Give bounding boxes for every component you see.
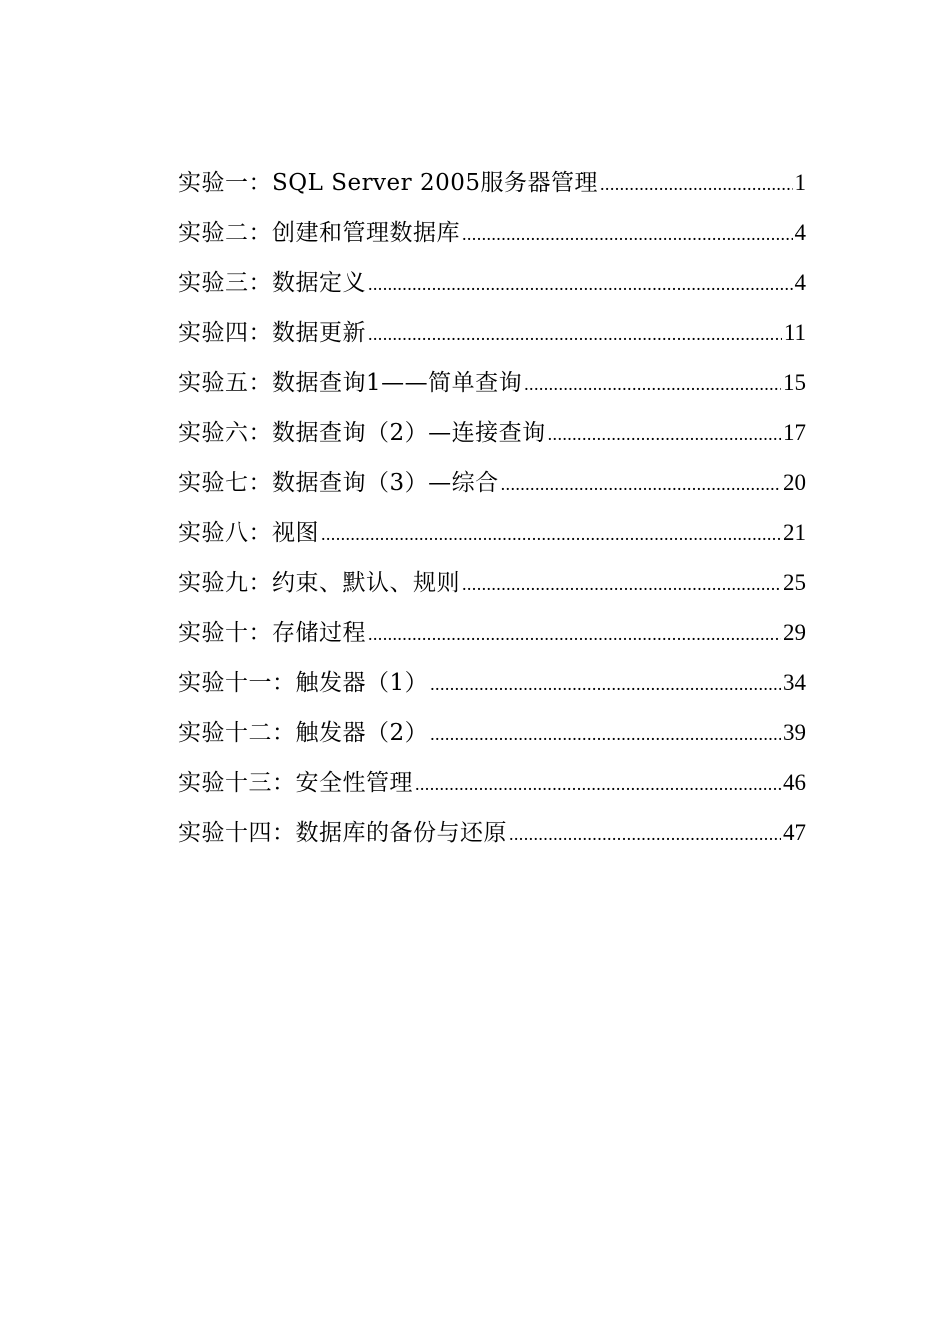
toc-entry-page: 17 <box>783 420 806 445</box>
toc-entry-page: 4 <box>794 220 806 245</box>
toc-dot-leader <box>415 759 781 809</box>
toc-entry-title: 实验六：数据查询（2）—连接查询 <box>178 420 546 446</box>
toc-entry[interactable] <box>178 508 806 558</box>
toc-entry-page: 47 <box>783 820 806 845</box>
toc-entry[interactable] <box>178 758 806 808</box>
toc-entry[interactable] <box>178 608 806 658</box>
toc-dot-leader <box>600 159 792 209</box>
toc-entry-title: 实验五：数据查询1——简单查询 <box>178 370 523 396</box>
toc-entry[interactable] <box>178 408 806 458</box>
toc-entry-title: 实验七：数据查询（3）—综合 <box>178 470 499 496</box>
toc-entry[interactable] <box>178 558 806 608</box>
toc-entry-page: 15 <box>783 370 806 395</box>
toc-entry-page: 34 <box>783 670 806 695</box>
toc-entry-title: 实验十一：触发器（1） <box>178 670 429 696</box>
toc-entry[interactable] <box>178 708 806 758</box>
toc-dot-leader <box>509 809 781 859</box>
toc-entry[interactable] <box>178 158 806 208</box>
toc-entry-title: 实验一：SQL Server 2005服务器管理 <box>178 170 599 196</box>
toc-entry-title: 实验四：数据更新 <box>178 320 366 346</box>
toc-entry-page: 46 <box>783 770 806 795</box>
toc-dot-leader <box>368 609 781 659</box>
toc-entry[interactable] <box>178 658 806 708</box>
toc-entry[interactable] <box>178 308 806 358</box>
toc-entry[interactable] <box>178 208 806 258</box>
toc-entry-title: 实验十：存储过程 <box>178 620 366 646</box>
toc-entry[interactable] <box>178 358 806 408</box>
toc-dot-leader <box>548 409 781 459</box>
toc-entry-page: 4 <box>794 270 806 295</box>
toc-dot-leader <box>368 259 793 309</box>
toc-entry-title: 实验八：视图 <box>178 520 319 546</box>
toc-dot-leader <box>462 209 793 259</box>
toc-dot-leader <box>430 709 781 759</box>
toc-entry-title: 实验十三：安全性管理 <box>178 770 413 796</box>
toc-entry-page: 20 <box>783 470 806 495</box>
toc-entry-title: 实验三：数据定义 <box>178 270 366 296</box>
toc-entry[interactable] <box>178 808 806 858</box>
toc-entry-page: 39 <box>783 720 806 745</box>
toc-dot-leader <box>430 659 781 709</box>
toc-entry[interactable] <box>178 258 806 308</box>
toc-entry-title: 实验二：创建和管理数据库 <box>178 220 460 246</box>
table-of-contents <box>178 158 806 858</box>
toc-dot-leader <box>321 509 781 559</box>
toc-entry-page: 25 <box>783 570 806 595</box>
toc-entry-title: 实验九：约束、默认、规则 <box>178 570 460 596</box>
toc-entry-title: 实验十二：触发器（2） <box>178 720 429 746</box>
toc-entry[interactable] <box>178 458 806 508</box>
toc-dot-leader <box>462 559 781 609</box>
toc-entry-page: 21 <box>783 520 806 545</box>
toc-entry-title: 实验十四：数据库的备份与还原 <box>178 820 507 846</box>
toc-entry-page: 29 <box>783 620 806 645</box>
toc-dot-leader <box>524 359 781 409</box>
toc-entry-page: 11 <box>783 320 806 345</box>
toc-entry-page: 1 <box>794 170 806 195</box>
toc-dot-leader <box>501 459 781 509</box>
toc-dot-leader <box>368 309 782 359</box>
